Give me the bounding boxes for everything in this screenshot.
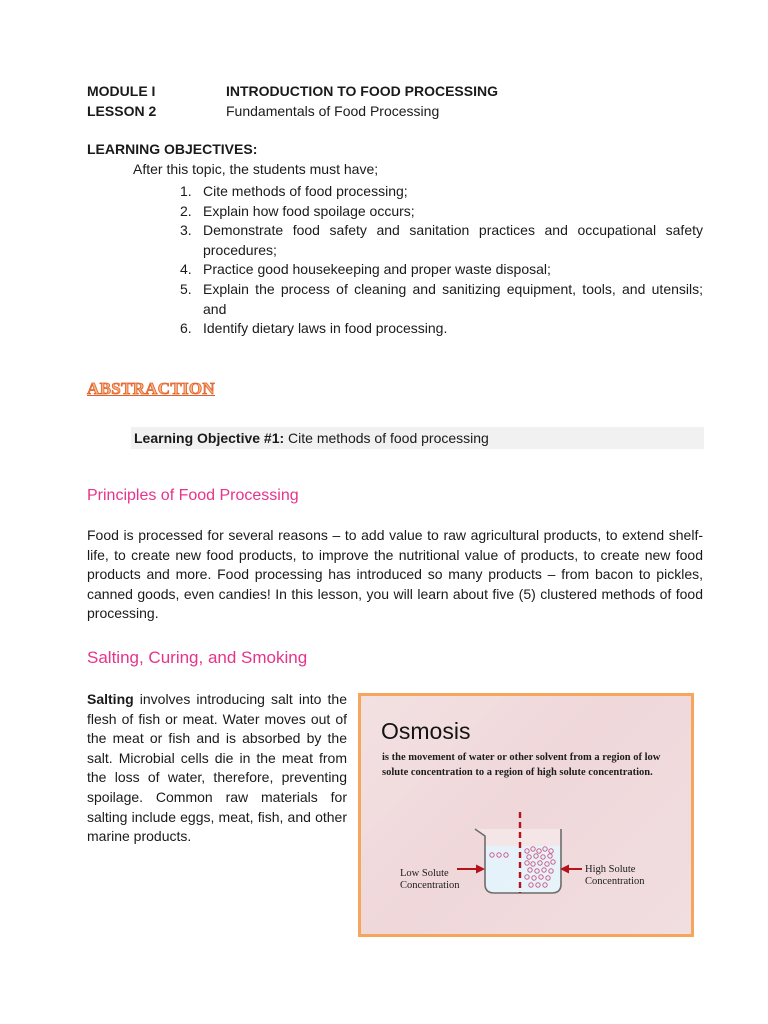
learning-objective-banner — [131, 427, 704, 449]
objective-banner-text: Cite methods of food processing — [284, 430, 489, 446]
learning-objectives-intro: After this topic, the students must have; — [133, 161, 379, 177]
objective-text: Demonstrate food safety and sanitation practices and occupational safety procedures; — [203, 222, 703, 258]
objective-text: Identify dietary laws in food processing. — [203, 320, 448, 337]
objective-number: 1. — [180, 183, 192, 199]
objective-item — [176, 260, 703, 280]
module-label: MODULE I — [87, 83, 156, 99]
arrow-low-icon — [457, 865, 485, 874]
objective-number: 6. — [180, 320, 192, 337]
objective-number: 2. — [180, 202, 192, 219]
objective-banner-label: Learning Objective #1: — [134, 430, 285, 446]
objective-text: Practice good housekeeping and proper waste disposal; — [203, 261, 551, 278]
objectives-list — [176, 182, 703, 339]
objective-text: Cite methods of food processing; — [203, 183, 408, 199]
low-solute-label: Low Solute Concentration — [400, 868, 460, 891]
module-title: INTRODUCTION TO FOOD PROCESSING — [226, 83, 498, 99]
beaker-outline — [475, 829, 561, 893]
lesson-title: Fundamentals of Food Processing — [226, 103, 440, 119]
objective-text: Explain the process of cleaning and sanitizing equipment, tools, and utensils; and — [203, 280, 703, 317]
objective-item — [176, 182, 703, 202]
objective-item — [176, 221, 703, 260]
abstraction-heading: ABSTRACTION — [87, 379, 215, 398]
lesson-label: LESSON 2 — [87, 103, 157, 119]
objective-item — [176, 319, 703, 339]
beaker-illustration — [361, 696, 691, 934]
figure-title: Osmosis — [381, 718, 471, 744]
principles-heading: Principles of Food Processing — [87, 487, 299, 504]
objective-item — [176, 202, 703, 222]
objective-item — [176, 280, 703, 319]
figure-description: is the movement of water or other solvent from a region of low solute concentration to a region of high solute concentration. — [382, 752, 661, 778]
osmosis-figure — [358, 693, 694, 937]
high-solute-label: High Solute Concentration — [585, 864, 645, 887]
objective-number: 4. — [180, 261, 192, 278]
objective-text: Explain how food spoilage occurs; — [203, 202, 415, 219]
learning-objectives-heading: LEARNING OBJECTIVES: — [87, 141, 258, 157]
principles-paragraph: Food is processed for several reasons – to add value to raw agricultural products, to extend shelf-life, to create new food products, to improve the nutritional value of products, to create new food products and more. Food processing has introduced so many products – from bacon to pickles, canned goods, even candies! In this lesson, you will learn about five (5) clustered methods of food processing. — [87, 527, 703, 622]
objective-number: 3. — [180, 222, 192, 239]
salting-heading: Salting, Curing, and Smoking — [87, 648, 308, 667]
salting-text: involves introducing salt into the flesh of fish or meat. Water moves out of the meat or fish and is absorbed by the salt. Microbial cells die in the meat from the loss of water, therefore, preventing spoilage. Common raw materials for salting include eggs, meat, fish, and other marine products. — [87, 691, 347, 845]
objective-number: 5. — [180, 280, 192, 297]
salting-term: Salting — [87, 691, 134, 707]
arrow-high-icon — [560, 865, 582, 874]
salting-paragraph — [87, 690, 347, 847]
